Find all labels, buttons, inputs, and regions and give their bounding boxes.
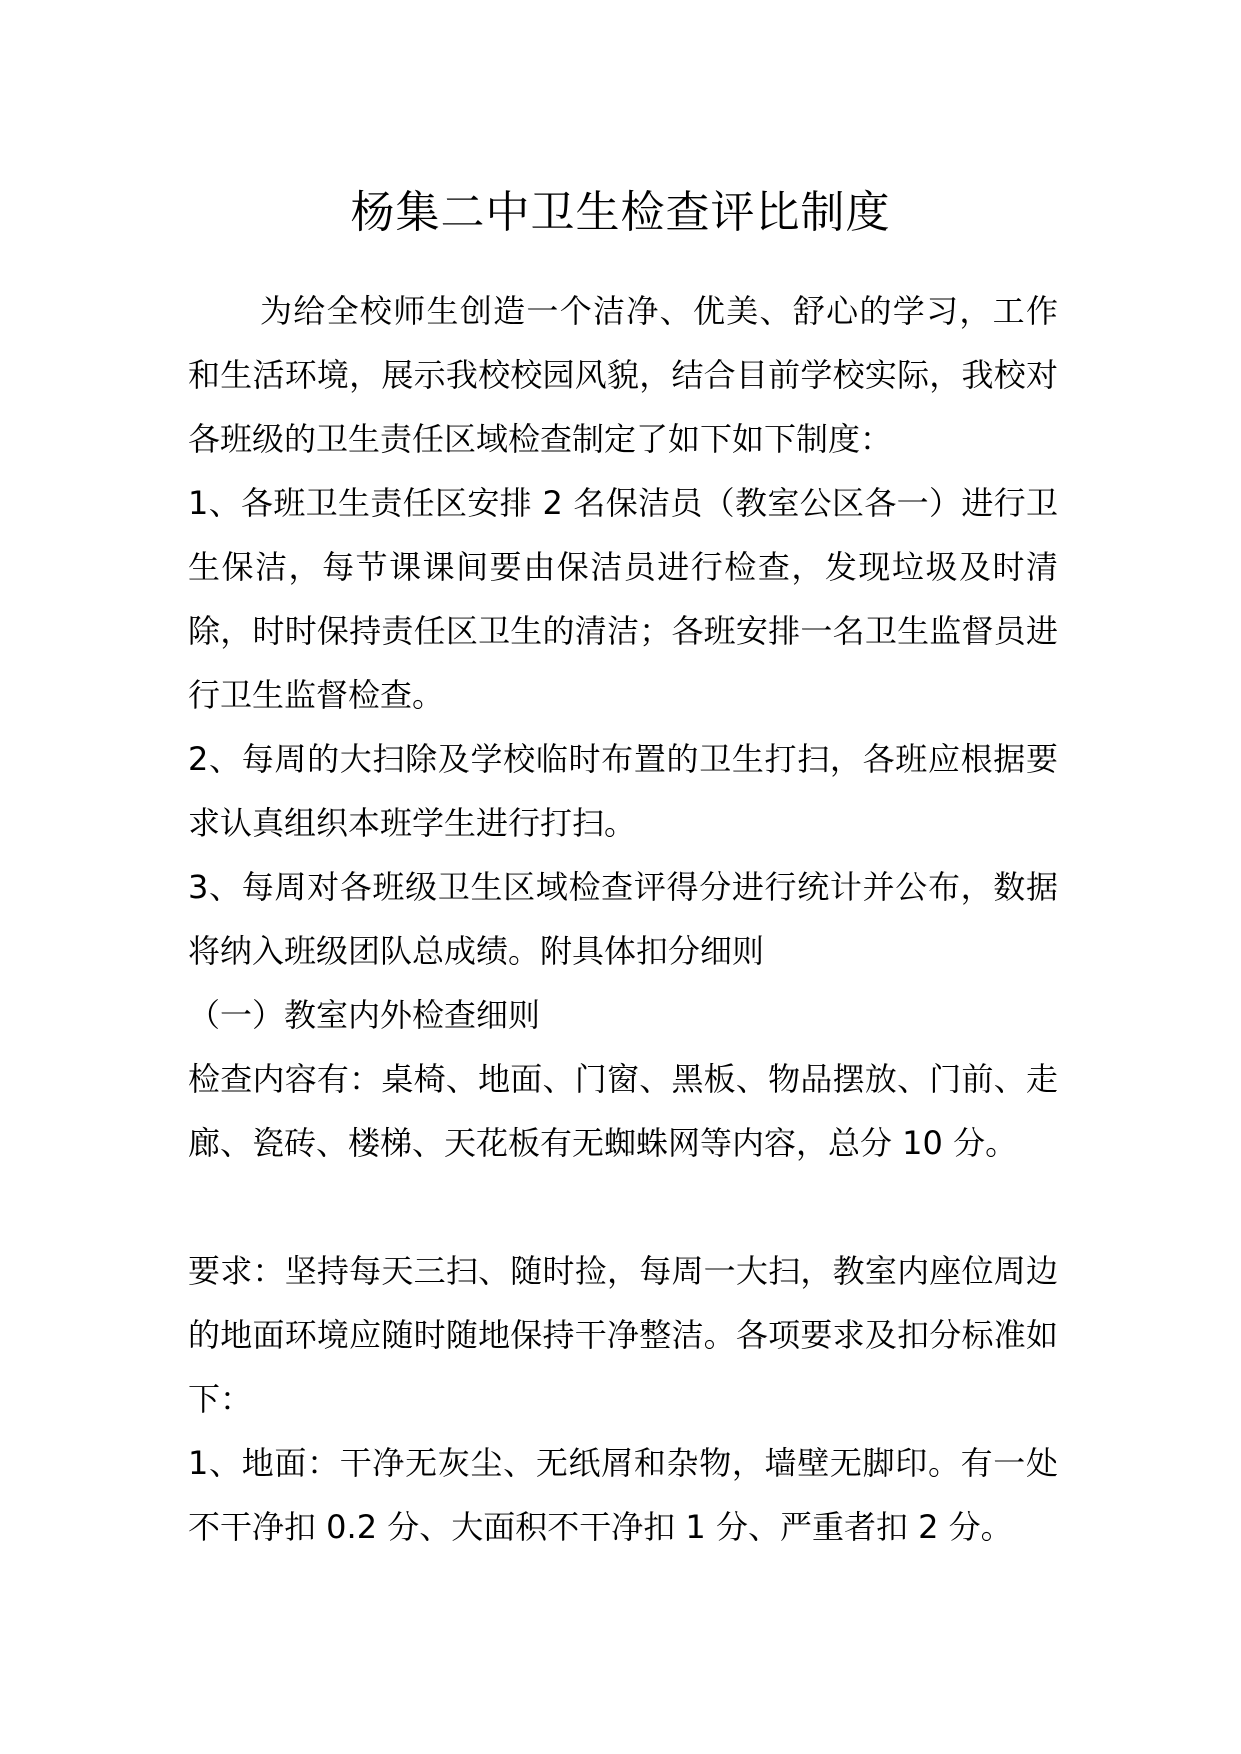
floor-rule-paragraph: 1、地面：干净无灰尘、无纸屑和杂物，墙壁无脚印。有一处不干净扣 0.2 分、大面积不干净扣 1 分、严重者扣 2 分。 <box>188 1444 1058 1546</box>
requirements-paragraph: 要求：坚持每天三扫、随时捡，每周一大扫，教室内座位周边的地面环境应随时随地保持干净整洁。各项要求及扣分标准如下： <box>188 1252 1058 1418</box>
document-body <box>188 279 1058 1559</box>
rule-3-paragraph: 3、每周对各班级卫生区域检查评得分进行统计并公布，数据将纳入班级团队总成绩。附具体扣分细则 <box>188 868 1058 970</box>
rule-2-paragraph: 2、每周的大扫除及学校临时布置的卫生打扫，各班应根据要求认真组织本班学生进行打扫。 <box>188 740 1058 842</box>
document-title: 杨集二中卫生检查评比制度 <box>350 187 891 238</box>
inspection-content-paragraph: 检查内容有：桌椅、地面、门窗、黑板、物品摆放、门前、走廊、瓷砖、楼梯、天花板有无蜘蛛网等内容，总分 10 分。 <box>188 1060 1058 1162</box>
rule-1-paragraph: 1、各班卫生责任区安排 2 名保洁员（教室公区各一）进行卫生保洁，每节课课间要由保洁员进行检查，发现垃圾及时清除，时时保持责任区卫生的清洁；各班安排一名卫生监督员进行卫生监督检查。 <box>188 484 1058 714</box>
intro-paragraph: 为给全校师生创造一个洁净、优美、舒心的学习，工作和生活环境，展示我校校园风貌，结合目前学校实际，我校对各班级的卫生责任区域检查制定了如下如下制度： <box>188 292 1058 458</box>
section-heading: （一）教室内外检查细则 <box>188 996 541 1034</box>
blank-line <box>188 1175 1058 1239</box>
